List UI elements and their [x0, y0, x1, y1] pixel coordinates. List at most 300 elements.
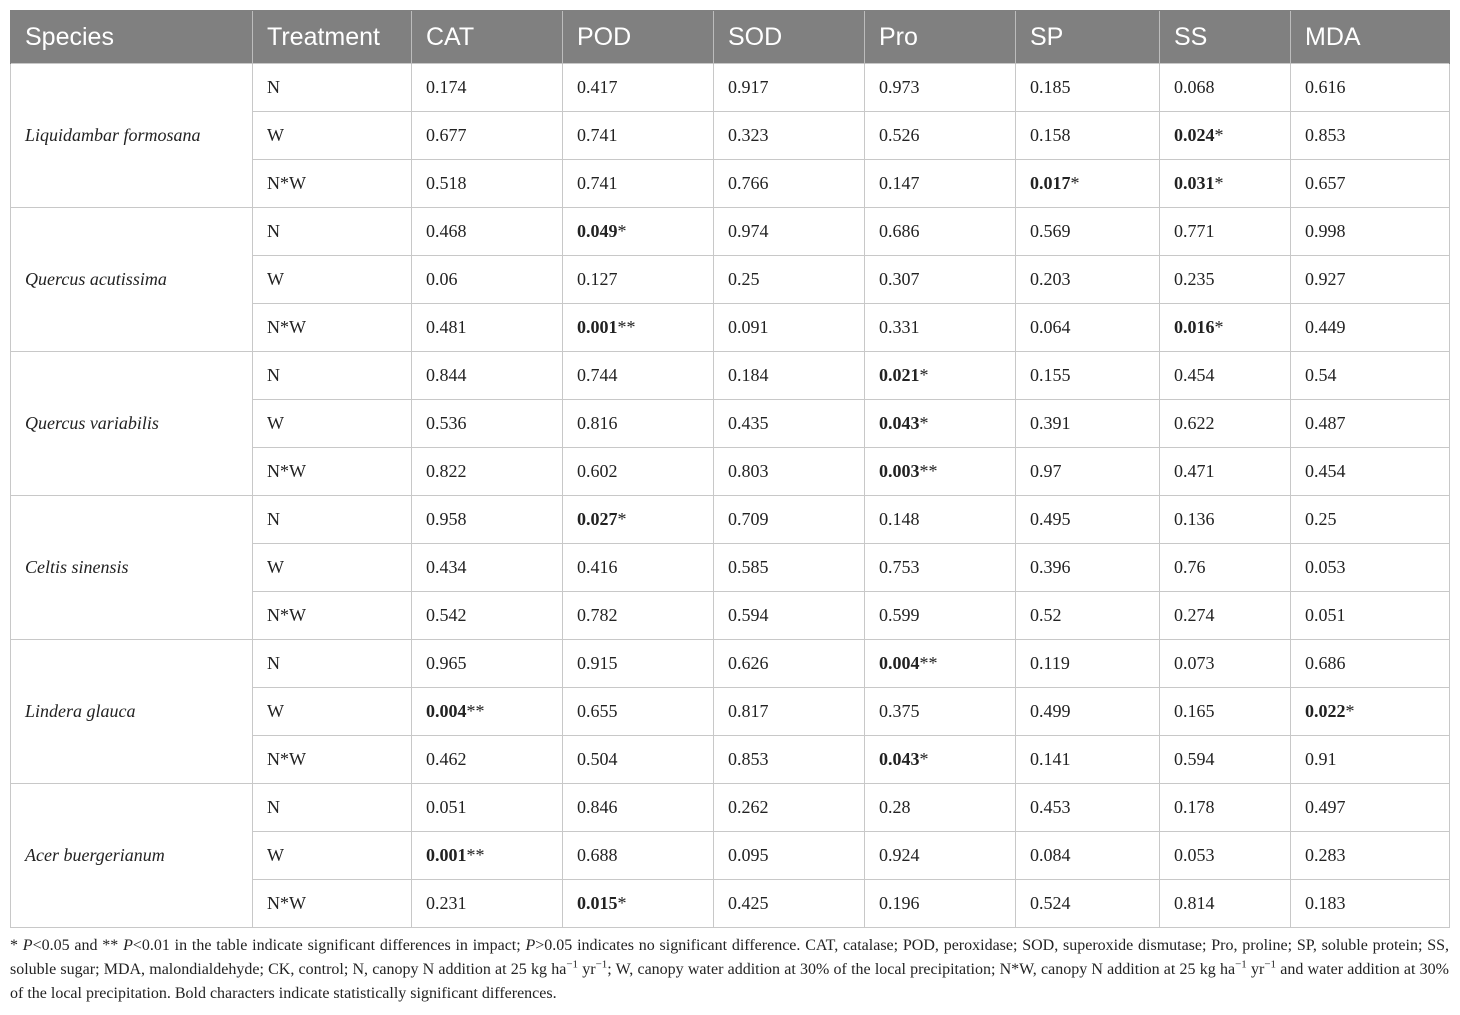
table-row	[11, 208, 1450, 256]
header-sp: SP	[1016, 11, 1160, 64]
value: 0.435	[728, 413, 769, 433]
footnote-sup: −1	[595, 958, 608, 971]
footnote-p: P	[123, 937, 133, 954]
value: 0.616	[1305, 77, 1346, 97]
value-cell-pod	[563, 832, 714, 880]
value: 0.817	[728, 701, 769, 721]
value-cell-sp	[1016, 832, 1160, 880]
value: 0.622	[1174, 413, 1215, 433]
treatment-cell: N	[253, 784, 412, 832]
value-cell-pod	[563, 688, 714, 736]
treatment-cell: N	[253, 64, 412, 112]
value-cell-cat	[412, 400, 563, 448]
significant-value: 0.022	[1305, 701, 1346, 721]
value: 0.741	[577, 173, 618, 193]
header-pro: Pro	[865, 11, 1016, 64]
value: 0.917	[728, 77, 769, 97]
treatment-cell: W	[253, 688, 412, 736]
significant-value: 0.043	[879, 413, 920, 433]
value-cell-pro	[865, 304, 1016, 352]
value-cell-mda	[1291, 880, 1450, 928]
value-cell-ss	[1160, 304, 1291, 352]
significance-marker: **	[919, 653, 938, 673]
results-table	[10, 10, 1450, 928]
value: 0.203	[1030, 269, 1071, 289]
value-cell-pod	[563, 208, 714, 256]
table-footnote	[10, 934, 1449, 1006]
significant-value: 0.003	[879, 461, 920, 481]
value: 0.657	[1305, 173, 1346, 193]
value-cell-pod	[563, 784, 714, 832]
value: 0.434	[426, 557, 467, 577]
value-cell-ss	[1160, 448, 1291, 496]
value-cell-pod	[563, 880, 714, 928]
value-cell-mda	[1291, 688, 1450, 736]
value: 0.973	[879, 77, 920, 97]
treatment-cell: N	[253, 496, 412, 544]
value: 0.655	[577, 701, 618, 721]
significance-marker: *	[1214, 125, 1224, 145]
value: 0.974	[728, 221, 769, 241]
value-cell-cat	[412, 880, 563, 928]
value-cell-pod	[563, 496, 714, 544]
value-cell-sod	[714, 832, 865, 880]
value-cell-ss	[1160, 640, 1291, 688]
value-cell-pro	[865, 64, 1016, 112]
value: 0.91	[1305, 749, 1337, 769]
value: 0.274	[1174, 605, 1215, 625]
treatment-cell: N*W	[253, 880, 412, 928]
value: 0.323	[728, 125, 769, 145]
footnote-text: ; W, canopy water addition at 30% of the local precipitation; N*W, canopy N addition at 25 kg ha	[607, 961, 1236, 978]
value: 0.417	[577, 77, 618, 97]
species-cell: Celtis sinensis	[11, 496, 253, 640]
species-cell: Quercus acutissima	[11, 208, 253, 352]
significant-value: 0.031	[1174, 173, 1215, 193]
value-cell-ss	[1160, 496, 1291, 544]
table-row	[11, 496, 1450, 544]
significance-marker: *	[617, 221, 627, 241]
value: 0.454	[1174, 365, 1215, 385]
value: 0.688	[577, 845, 618, 865]
value: 0.844	[426, 365, 467, 385]
significant-value: 0.004	[426, 701, 467, 721]
significance-marker: *	[1070, 173, 1080, 193]
value-cell-sp	[1016, 304, 1160, 352]
value: 0.396	[1030, 557, 1071, 577]
value-cell-ss	[1160, 544, 1291, 592]
value-cell-cat	[412, 784, 563, 832]
species-cell: Liquidambar formosana	[11, 64, 253, 208]
value: 0.958	[426, 509, 467, 529]
significance-marker: *	[617, 893, 627, 913]
treatment-cell: W	[253, 832, 412, 880]
value: 0.771	[1174, 221, 1215, 241]
value-cell-pro	[865, 784, 1016, 832]
value: 0.454	[1305, 461, 1346, 481]
value-cell-ss	[1160, 784, 1291, 832]
value: 0.064	[1030, 317, 1071, 337]
value: 0.331	[879, 317, 920, 337]
value: 0.095	[728, 845, 769, 865]
treatment-cell: W	[253, 400, 412, 448]
value: 0.814	[1174, 893, 1215, 913]
value: 0.504	[577, 749, 618, 769]
header-sod: SOD	[714, 11, 865, 64]
value-cell-sp	[1016, 880, 1160, 928]
value: 0.927	[1305, 269, 1346, 289]
value-cell-ss	[1160, 160, 1291, 208]
value: 0.119	[1030, 653, 1070, 673]
significance-marker: *	[1214, 173, 1224, 193]
value: 0.924	[879, 845, 920, 865]
value-cell-cat	[412, 352, 563, 400]
value: 0.196	[879, 893, 920, 913]
footnote-p: P	[22, 937, 33, 954]
value-cell-mda	[1291, 64, 1450, 112]
value: 0.307	[879, 269, 920, 289]
value: 0.051	[426, 797, 467, 817]
value-cell-pro	[865, 640, 1016, 688]
value-cell-cat	[412, 304, 563, 352]
footnote-text: <0.01 in the table indicate significant differences in impact;	[132, 937, 526, 954]
value: 0.499	[1030, 701, 1071, 721]
value: 0.155	[1030, 365, 1071, 385]
species-cell: Acer buergerianum	[11, 784, 253, 928]
value: 0.816	[577, 413, 618, 433]
value-cell-cat	[412, 160, 563, 208]
significant-value: 0.027	[577, 509, 618, 529]
value-cell-ss	[1160, 400, 1291, 448]
value: 0.524	[1030, 893, 1071, 913]
value-cell-ss	[1160, 352, 1291, 400]
significant-value: 0.021	[879, 365, 920, 385]
value-cell-cat	[412, 64, 563, 112]
value-cell-pod	[563, 352, 714, 400]
value: 0.147	[879, 173, 920, 193]
value: 0.52	[1030, 605, 1062, 625]
value: 0.127	[577, 269, 618, 289]
footnote-text: yr	[1246, 961, 1265, 978]
value: 0.782	[577, 605, 618, 625]
value-cell-ss	[1160, 256, 1291, 304]
value-cell-sod	[714, 160, 865, 208]
value: 0.375	[879, 701, 920, 721]
value-cell-sod	[714, 208, 865, 256]
value-cell-sod	[714, 640, 865, 688]
value-cell-cat	[412, 112, 563, 160]
value-cell-pro	[865, 448, 1016, 496]
value-cell-cat	[412, 736, 563, 784]
value: 0.686	[1305, 653, 1346, 673]
footnote-sup: −1	[566, 958, 579, 971]
value-cell-mda	[1291, 640, 1450, 688]
value: 0.599	[879, 605, 920, 625]
value-cell-sod	[714, 496, 865, 544]
value: 0.569	[1030, 221, 1071, 241]
significance-marker: *	[919, 365, 929, 385]
value-cell-pro	[865, 352, 1016, 400]
value-cell-pod	[563, 256, 714, 304]
value-cell-sod	[714, 592, 865, 640]
value: 0.185	[1030, 77, 1071, 97]
header-mda: MDA	[1291, 11, 1450, 64]
value-cell-sp	[1016, 448, 1160, 496]
value: 0.753	[879, 557, 920, 577]
value-cell-sod	[714, 448, 865, 496]
value-cell-mda	[1291, 736, 1450, 784]
value-cell-cat	[412, 448, 563, 496]
value-cell-sp	[1016, 64, 1160, 112]
value: 0.965	[426, 653, 467, 673]
value: 0.136	[1174, 509, 1215, 529]
value: 0.462	[426, 749, 467, 769]
value-cell-sp	[1016, 400, 1160, 448]
table-row	[11, 352, 1450, 400]
value: 0.148	[879, 509, 920, 529]
value: 0.54	[1305, 365, 1337, 385]
treatment-cell: N*W	[253, 448, 412, 496]
value: 0.76	[1174, 557, 1206, 577]
header-ss: SS	[1160, 11, 1291, 64]
significant-value: 0.049	[577, 221, 618, 241]
value: 0.178	[1174, 797, 1215, 817]
value-cell-mda	[1291, 400, 1450, 448]
treatment-cell: N*W	[253, 736, 412, 784]
value: 0.28	[879, 797, 911, 817]
value-cell-mda	[1291, 544, 1450, 592]
value: 0.487	[1305, 413, 1346, 433]
value: 0.053	[1174, 845, 1215, 865]
significant-value: 0.043	[879, 749, 920, 769]
value: 0.526	[879, 125, 920, 145]
value: 0.174	[426, 77, 467, 97]
value-cell-cat	[412, 544, 563, 592]
value: 0.471	[1174, 461, 1215, 481]
significance-marker: *	[1214, 317, 1224, 337]
value: 0.677	[426, 125, 467, 145]
value-cell-pro	[865, 736, 1016, 784]
value: 0.051	[1305, 605, 1346, 625]
value: 0.425	[728, 893, 769, 913]
value-cell-mda	[1291, 832, 1450, 880]
value-cell-sp	[1016, 592, 1160, 640]
value: 0.06	[426, 269, 458, 289]
value: 0.235	[1174, 269, 1215, 289]
footnote-text: *	[10, 937, 23, 954]
value-cell-cat	[412, 832, 563, 880]
treatment-cell: W	[253, 112, 412, 160]
value-cell-pod	[563, 400, 714, 448]
significant-value: 0.017	[1030, 173, 1071, 193]
value: 0.741	[577, 125, 618, 145]
header-pod: POD	[563, 11, 714, 64]
value: 0.542	[426, 605, 467, 625]
significance-marker: **	[466, 701, 485, 721]
footnote-text: yr	[578, 961, 596, 978]
value: 0.262	[728, 797, 769, 817]
value-cell-cat	[412, 592, 563, 640]
value: 0.536	[426, 413, 467, 433]
value-cell-sod	[714, 784, 865, 832]
value-cell-pod	[563, 448, 714, 496]
value-cell-cat	[412, 640, 563, 688]
value: 0.183	[1305, 893, 1346, 913]
value-cell-sod	[714, 352, 865, 400]
value-cell-ss	[1160, 688, 1291, 736]
value: 0.626	[728, 653, 769, 673]
table-row	[11, 64, 1450, 112]
treatment-cell: N	[253, 208, 412, 256]
value-cell-sod	[714, 64, 865, 112]
footnote-sup: −1	[1235, 958, 1247, 971]
value: 0.998	[1305, 221, 1346, 241]
value: 0.585	[728, 557, 769, 577]
value-cell-pod	[563, 736, 714, 784]
significant-value: 0.001	[426, 845, 467, 865]
value-cell-sp	[1016, 784, 1160, 832]
significant-value: 0.001	[577, 317, 618, 337]
value: 0.283	[1305, 845, 1346, 865]
value-cell-pod	[563, 160, 714, 208]
treatment-cell: N*W	[253, 160, 412, 208]
value-cell-ss	[1160, 112, 1291, 160]
value-cell-sp	[1016, 208, 1160, 256]
significant-value: 0.004	[879, 653, 920, 673]
value-cell-pod	[563, 112, 714, 160]
value-cell-mda	[1291, 304, 1450, 352]
significance-marker: *	[617, 509, 627, 529]
value: 0.053	[1305, 557, 1346, 577]
value-cell-mda	[1291, 352, 1450, 400]
table-body	[11, 64, 1450, 928]
value: 0.602	[577, 461, 618, 481]
value-cell-pod	[563, 544, 714, 592]
value-cell-mda	[1291, 448, 1450, 496]
value-cell-pro	[865, 880, 1016, 928]
value-cell-ss	[1160, 832, 1291, 880]
value: 0.449	[1305, 317, 1346, 337]
value-cell-mda	[1291, 592, 1450, 640]
value-cell-cat	[412, 256, 563, 304]
value-cell-mda	[1291, 784, 1450, 832]
value-cell-sp	[1016, 640, 1160, 688]
value: 0.709	[728, 509, 769, 529]
value-cell-sp	[1016, 352, 1160, 400]
species-cell: Lindera glauca	[11, 640, 253, 784]
value-cell-mda	[1291, 496, 1450, 544]
value-cell-pro	[865, 160, 1016, 208]
value: 0.822	[426, 461, 467, 481]
value: 0.084	[1030, 845, 1071, 865]
value: 0.091	[728, 317, 769, 337]
value-cell-sp	[1016, 256, 1160, 304]
value-cell-sp	[1016, 160, 1160, 208]
significance-marker: **	[466, 845, 485, 865]
value: 0.495	[1030, 509, 1071, 529]
value-cell-cat	[412, 208, 563, 256]
value: 0.25	[1305, 509, 1337, 529]
significance-marker: **	[617, 317, 636, 337]
value: 0.481	[426, 317, 467, 337]
value: 0.518	[426, 173, 467, 193]
table-row	[11, 784, 1450, 832]
value-cell-sod	[714, 256, 865, 304]
value: 0.141	[1030, 749, 1071, 769]
value: 0.915	[577, 653, 618, 673]
value: 0.25	[728, 269, 760, 289]
value: 0.468	[426, 221, 467, 241]
treatment-cell: W	[253, 256, 412, 304]
header-cat: CAT	[412, 11, 563, 64]
value-cell-pod	[563, 64, 714, 112]
value-cell-sod	[714, 304, 865, 352]
value: 0.416	[577, 557, 618, 577]
value: 0.497	[1305, 797, 1346, 817]
value-cell-pod	[563, 592, 714, 640]
value-cell-ss	[1160, 736, 1291, 784]
value-cell-sod	[714, 736, 865, 784]
value: 0.068	[1174, 77, 1215, 97]
treatment-cell: N	[253, 352, 412, 400]
value: 0.165	[1174, 701, 1215, 721]
value-cell-sod	[714, 112, 865, 160]
value: 0.686	[879, 221, 920, 241]
value: 0.184	[728, 365, 769, 385]
value-cell-pro	[865, 208, 1016, 256]
value-cell-pro	[865, 688, 1016, 736]
value: 0.594	[728, 605, 769, 625]
table-row	[11, 640, 1450, 688]
significant-value: 0.024	[1174, 125, 1215, 145]
header-row	[11, 11, 1450, 64]
value-cell-ss	[1160, 592, 1291, 640]
value: 0.846	[577, 797, 618, 817]
value-cell-sp	[1016, 496, 1160, 544]
value: 0.744	[577, 365, 618, 385]
value-cell-pod	[563, 304, 714, 352]
significance-marker: *	[1345, 701, 1355, 721]
value: 0.803	[728, 461, 769, 481]
treatment-cell: N	[253, 640, 412, 688]
footnote-text: <0.05 and **	[32, 937, 124, 954]
value-cell-sp	[1016, 112, 1160, 160]
value-cell-pod	[563, 640, 714, 688]
value: 0.97	[1030, 461, 1062, 481]
value: 0.231	[426, 893, 467, 913]
value-cell-sod	[714, 400, 865, 448]
significant-value: 0.015	[577, 893, 618, 913]
value-cell-ss	[1160, 208, 1291, 256]
value-cell-ss	[1160, 64, 1291, 112]
value-cell-sod	[714, 544, 865, 592]
value-cell-sod	[714, 880, 865, 928]
footnote-text: >0.05 indicates no significant difference. CAT, catalase; POD, peroxidase; SOD, superoxide dismutase; Pro, proline; SP, soluble protein; SS, soluble sugar; MDA, malondialdehyde; CK, control; N, canopy N addition at 25 kg ha	[10, 937, 1450, 978]
footnote-sup: −1	[1264, 958, 1277, 971]
species-cell: Quercus variabilis	[11, 352, 253, 496]
significance-marker: **	[919, 461, 938, 481]
header-treatment: Treatment	[253, 11, 412, 64]
value: 0.453	[1030, 797, 1071, 817]
value-cell-pro	[865, 832, 1016, 880]
treatment-cell: N*W	[253, 592, 412, 640]
value: 0.158	[1030, 125, 1071, 145]
value-cell-pro	[865, 592, 1016, 640]
header-species: Species	[11, 11, 253, 64]
value: 0.853	[1305, 125, 1346, 145]
value-cell-sod	[714, 688, 865, 736]
value: 0.853	[728, 749, 769, 769]
